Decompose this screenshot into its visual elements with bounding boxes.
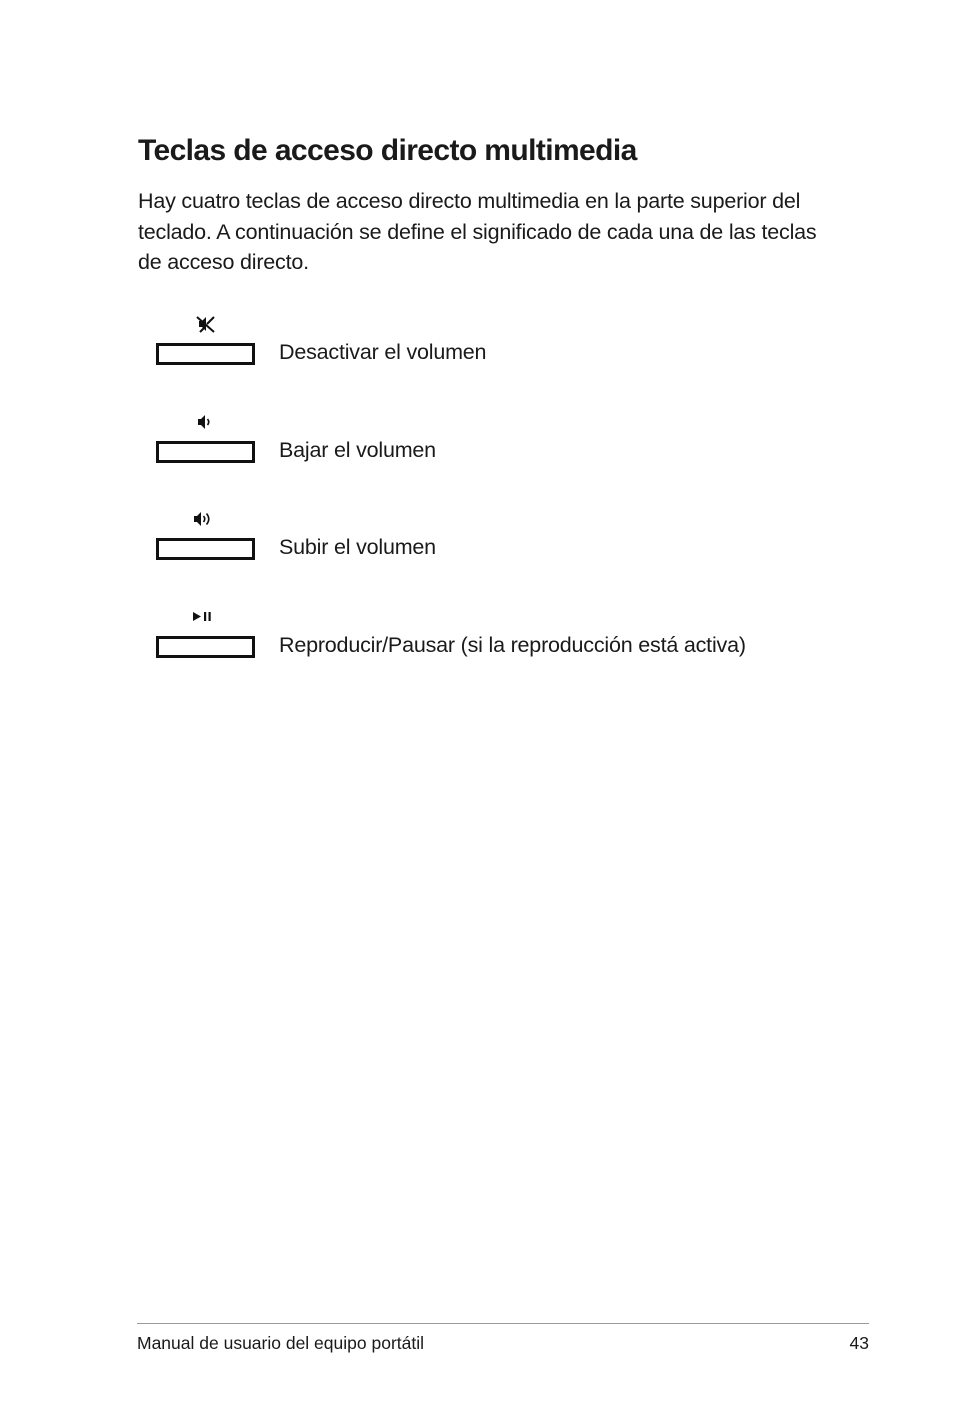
hotkey-label-mute: Desactivar el volumen [279, 340, 487, 364]
volume-up-icon [184, 509, 228, 529]
hotkey-label-play-pause: Reproducir/Pausar (si la reproducción está activa) [279, 633, 746, 657]
hotkey-row-volume-up [156, 509, 836, 569]
hotkey-label-volume-down: Bajar el volumen [279, 438, 436, 462]
volume-down-icon [184, 412, 228, 432]
footer-manual-title: Manual de usuario del equipo portátil [137, 1333, 424, 1353]
hotkey-key-play-pause[interactable] [156, 636, 255, 658]
hotkey-row-mute [156, 314, 836, 374]
hotkey-row-play-pause [156, 607, 836, 667]
hotkey-key-volume-up[interactable] [156, 538, 255, 560]
footer-divider [137, 1323, 869, 1324]
play-pause-icon [184, 607, 228, 627]
hotkey-key-volume-down[interactable] [156, 441, 255, 463]
hotkey-key-mute[interactable] [156, 343, 255, 365]
hotkey-row-volume-down [156, 412, 836, 472]
mute-icon [184, 314, 228, 334]
intro-paragraph: Hay cuatro teclas de acceso directo multimedia en la parte superior del teclado. A continuación se define el significado de cada una de las teclas de acceso directo. [138, 189, 817, 274]
hotkey-label-volume-up: Subir el volumen [279, 535, 436, 559]
page-title: Teclas de acceso directo multimedia [138, 134, 637, 167]
page-number: 43 [849, 1333, 869, 1353]
